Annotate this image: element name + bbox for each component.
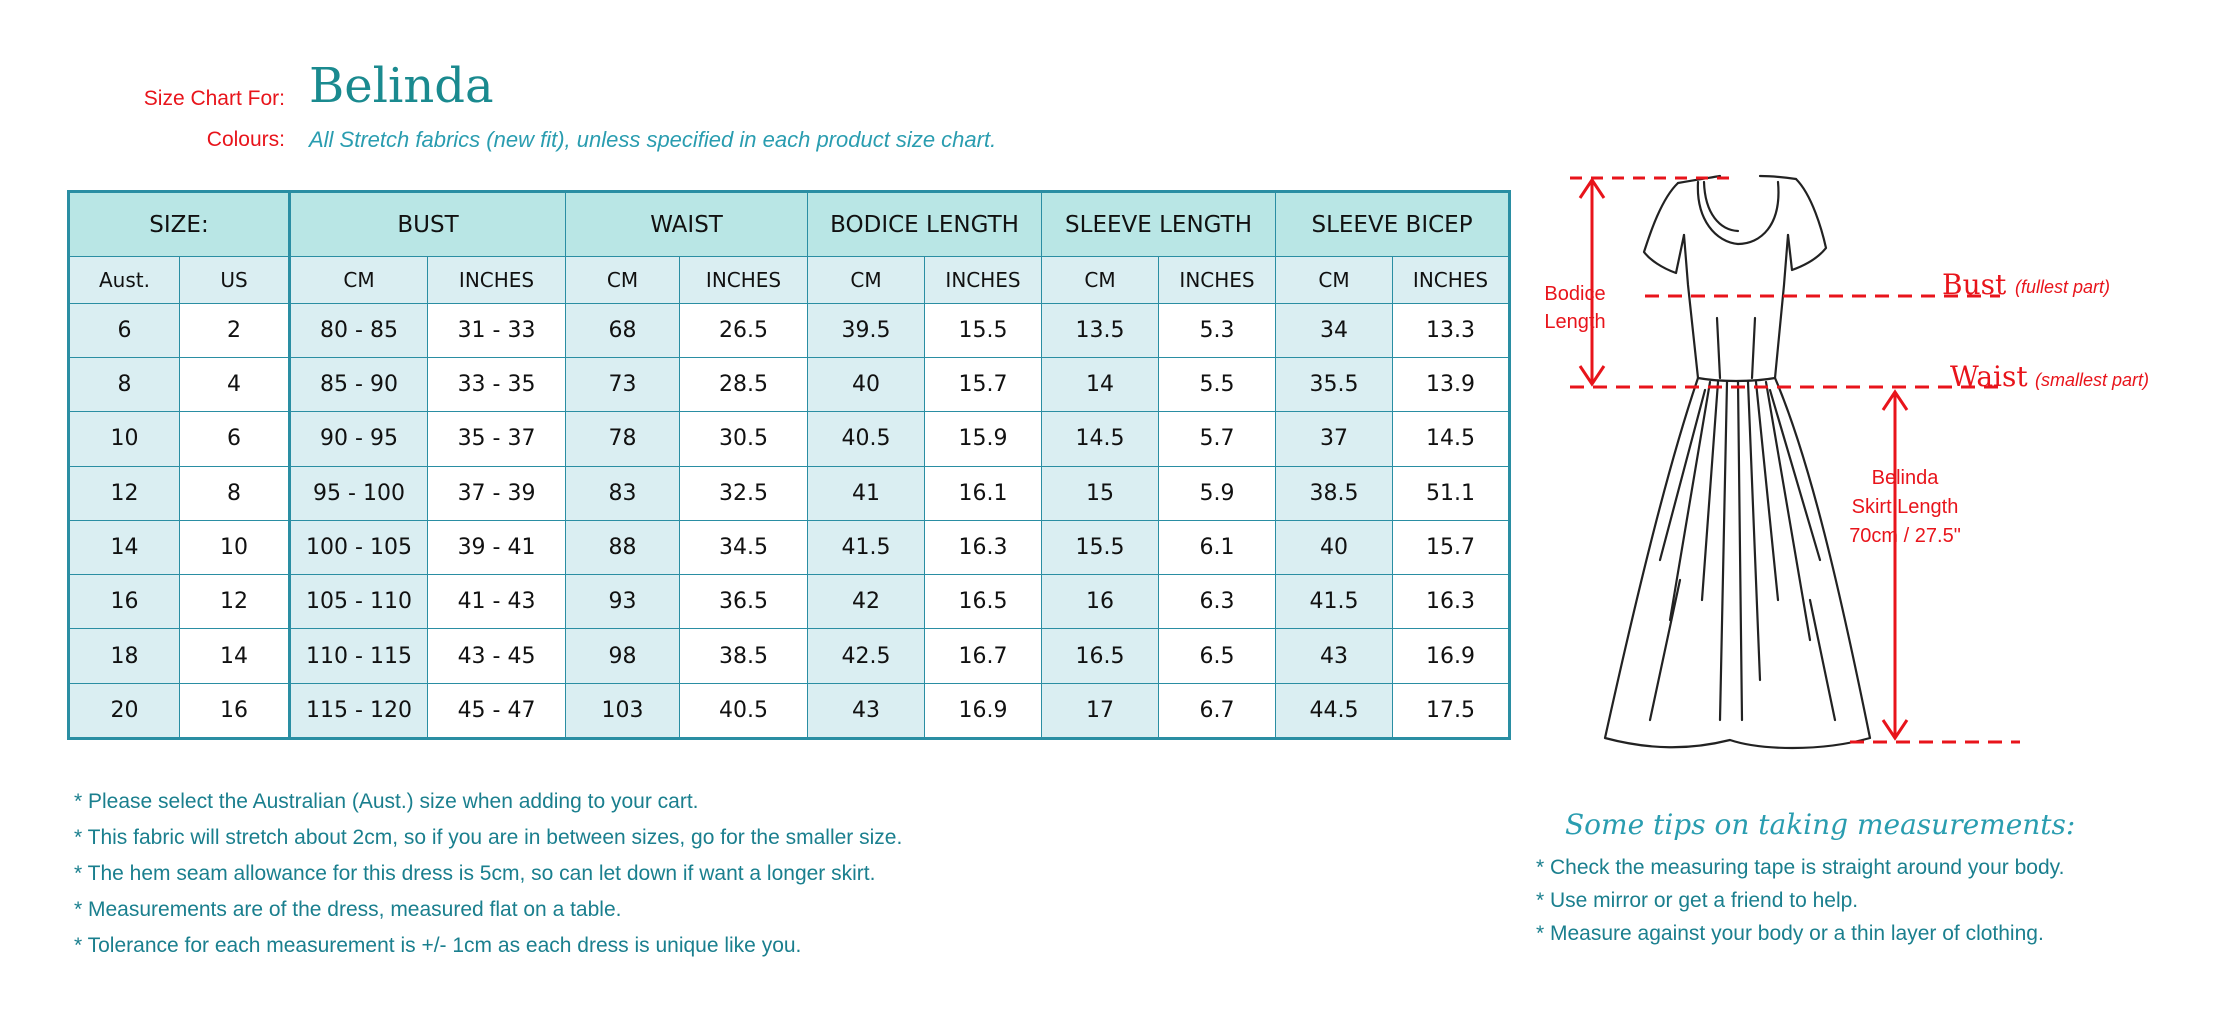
table-cell: 115 - 120	[290, 683, 428, 738]
table-cell: 6.5	[1159, 629, 1276, 683]
size-chart-table	[67, 190, 1511, 740]
table-cell: 39 - 41	[428, 520, 566, 574]
table-cell: 2	[180, 303, 290, 357]
table-cell: 44.5	[1276, 683, 1393, 738]
table-body	[69, 303, 1510, 738]
table-cell: 16.7	[925, 629, 1042, 683]
table-cell: 68	[566, 303, 680, 357]
table-cell: 43	[808, 683, 925, 738]
table-row	[69, 412, 1510, 466]
note-3: * The hem seam allowance for this dress is 5cm, so can let down if want a longer skirt.	[74, 862, 876, 885]
table-row	[69, 466, 1510, 520]
table-cell: 110 - 115	[290, 629, 428, 683]
table-cell: 15.5	[1042, 520, 1159, 574]
tip-3: * Measure against your body or a thin layer of clothing.	[1536, 922, 2044, 945]
table-row	[69, 683, 1510, 738]
subheader-cell: INCHES	[1393, 257, 1510, 303]
table-cell: 37	[1276, 412, 1393, 466]
table-cell: 73	[566, 357, 680, 411]
table-cell: 14	[180, 629, 290, 683]
bodice-label-line1: Bodice	[1544, 283, 1606, 305]
waist-note: (smallest part)	[2035, 370, 2150, 390]
skirt-label-line2: Skirt Length	[1851, 496, 1959, 518]
note-5: * Tolerance for each measurement is +/- 1cm as each dress is unique like you.	[74, 934, 802, 957]
table-cell: 16.5	[1042, 629, 1159, 683]
table-cell: 43 - 45	[428, 629, 566, 683]
group-header-sleeve-length: SLEEVE LENGTH	[1042, 192, 1276, 257]
table-cell: 6	[69, 303, 180, 357]
table-cell: 42.5	[808, 629, 925, 683]
table-cell: 6.7	[1159, 683, 1276, 738]
skirt-length-label	[1830, 464, 1980, 551]
table-cell: 31 - 33	[428, 303, 566, 357]
size-chart-label: Size Chart For:	[143, 87, 285, 110]
table-cell: 18	[69, 629, 180, 683]
table-cell: 80 - 85	[290, 303, 428, 357]
bust-note: (fullest part)	[2015, 277, 2111, 297]
note-2: * This fabric will stretch about 2cm, so if you are in between sizes, go for the smaller size.	[74, 826, 903, 849]
table-cell: 6	[180, 412, 290, 466]
table-cell: 10	[180, 520, 290, 574]
table-cell: 26.5	[680, 303, 808, 357]
table-cell: 85 - 90	[290, 357, 428, 411]
subheader-cell: CM	[290, 257, 428, 303]
table-cell: 30.5	[680, 412, 808, 466]
group-header-row	[69, 192, 1510, 257]
table-cell: 51.1	[1393, 466, 1510, 520]
bodice-length-label	[1530, 280, 1620, 336]
table-cell: 16.1	[925, 466, 1042, 520]
bust-label: Bust	[1942, 268, 2007, 301]
table-cell: 41.5	[1276, 575, 1393, 629]
table-row	[69, 520, 1510, 574]
table-cell: 78	[566, 412, 680, 466]
table-cell: 32.5	[680, 466, 808, 520]
table-cell: 105 - 110	[290, 575, 428, 629]
table-cell: 34	[1276, 303, 1393, 357]
table-cell: 100 - 105	[290, 520, 428, 574]
table-row	[69, 629, 1510, 683]
waist-label: Waist	[1950, 360, 2028, 393]
table-cell: 35 - 37	[428, 412, 566, 466]
tip-2: * Use mirror or get a friend to help.	[1536, 889, 1859, 912]
table-cell: 43	[1276, 629, 1393, 683]
tip-1: * Check the measuring tape is straight around your body.	[1536, 856, 2065, 879]
table-cell: 17	[1042, 683, 1159, 738]
table-cell: 16.9	[925, 683, 1042, 738]
colours-value: All Stretch fabrics (new fit), unless specified in each product size chart.	[309, 127, 997, 152]
table-cell: 40.5	[808, 412, 925, 466]
table-cell: 12	[180, 575, 290, 629]
table-cell: 14.5	[1042, 412, 1159, 466]
table-cell: 5.3	[1159, 303, 1276, 357]
table-cell: 41.5	[808, 520, 925, 574]
subheader-cell: INCHES	[925, 257, 1042, 303]
note-1: * Please select the Australian (Aust.) size when adding to your cart.	[74, 790, 699, 813]
table-cell: 88	[566, 520, 680, 574]
subheader-row	[69, 257, 1510, 303]
table-cell: 10	[69, 412, 180, 466]
table-cell: 8	[69, 357, 180, 411]
table-cell: 17.5	[1393, 683, 1510, 738]
table-cell: 15.5	[925, 303, 1042, 357]
table-cell: 16.9	[1393, 629, 1510, 683]
colours-label: Colours:	[206, 128, 285, 151]
table-cell: 13.9	[1393, 357, 1510, 411]
table-cell: 8	[180, 466, 290, 520]
table-cell: 15.7	[1393, 520, 1510, 574]
table-cell: 42	[808, 575, 925, 629]
skirt-label-line3: 70cm / 27.5"	[1849, 525, 1961, 547]
table-cell: 95 - 100	[290, 466, 428, 520]
table-cell: 103	[566, 683, 680, 738]
table-cell: 14	[69, 520, 180, 574]
table-cell: 16.5	[925, 575, 1042, 629]
table-cell: 16	[1042, 575, 1159, 629]
table-cell: 14.5	[1393, 412, 1510, 466]
table-cell: 93	[566, 575, 680, 629]
group-header-bodice-length: BODICE LENGTH	[808, 192, 1042, 257]
table-cell: 16	[69, 575, 180, 629]
subheader-cell: CM	[566, 257, 680, 303]
table-cell: 12	[69, 466, 180, 520]
table-row	[69, 357, 1510, 411]
table-cell: 13.5	[1042, 303, 1159, 357]
subheader-cell: INCHES	[680, 257, 808, 303]
table-cell: 40	[808, 357, 925, 411]
table-cell: 35.5	[1276, 357, 1393, 411]
table-cell: 36.5	[680, 575, 808, 629]
dress-icon	[1605, 176, 1870, 748]
table-cell: 6.3	[1159, 575, 1276, 629]
group-header-size: SIZE:	[69, 192, 290, 257]
product-title: Belinda	[309, 58, 494, 114]
group-header-waist: WAIST	[566, 192, 808, 257]
subheader-cell: INCHES	[428, 257, 566, 303]
table-cell: 5.5	[1159, 357, 1276, 411]
table-cell: 38.5	[680, 629, 808, 683]
table-cell: 5.9	[1159, 466, 1276, 520]
table-cell: 15.9	[925, 412, 1042, 466]
skirt-label-line1: Belinda	[1871, 467, 1939, 489]
table-cell: 39.5	[808, 303, 925, 357]
table-cell: 34.5	[680, 520, 808, 574]
tips-title: Some tips on taking measurements:	[1565, 808, 2076, 841]
table-cell: 37 - 39	[428, 466, 566, 520]
table-cell: 15	[1042, 466, 1159, 520]
table-row	[69, 575, 1510, 629]
table-row	[69, 303, 1510, 357]
table-cell: 90 - 95	[290, 412, 428, 466]
table-cell: 14	[1042, 357, 1159, 411]
table-cell: 83	[566, 466, 680, 520]
table-cell: 40	[1276, 520, 1393, 574]
table-cell: 28.5	[680, 357, 808, 411]
table-cell: 41 - 43	[428, 575, 566, 629]
table-cell: 13.3	[1393, 303, 1510, 357]
table-cell: 16.3	[925, 520, 1042, 574]
table-cell: 16.3	[1393, 575, 1510, 629]
subheader-cell: CM	[1276, 257, 1393, 303]
table-cell: 16	[180, 683, 290, 738]
subheader-cell: Aust.	[69, 257, 180, 303]
table-cell: 6.1	[1159, 520, 1276, 574]
table-cell: 40.5	[680, 683, 808, 738]
subheader-cell: INCHES	[1159, 257, 1276, 303]
subheader-cell: CM	[808, 257, 925, 303]
table-cell: 20	[69, 683, 180, 738]
group-header-bust: BUST	[290, 192, 566, 257]
table-cell: 38.5	[1276, 466, 1393, 520]
table-cell: 5.7	[1159, 412, 1276, 466]
table-cell: 41	[808, 466, 925, 520]
table-cell: 45 - 47	[428, 683, 566, 738]
note-4: * Measurements are of the dress, measured flat on a table.	[74, 898, 622, 921]
subheader-cell: US	[180, 257, 290, 303]
bodice-label-line2: Length	[1544, 311, 1606, 333]
table-cell: 4	[180, 357, 290, 411]
group-header-sleeve-bicep: SLEEVE BICEP	[1276, 192, 1510, 257]
table-cell: 15.7	[925, 357, 1042, 411]
table-cell: 98	[566, 629, 680, 683]
subheader-cell: CM	[1042, 257, 1159, 303]
table-cell: 33 - 35	[428, 357, 566, 411]
